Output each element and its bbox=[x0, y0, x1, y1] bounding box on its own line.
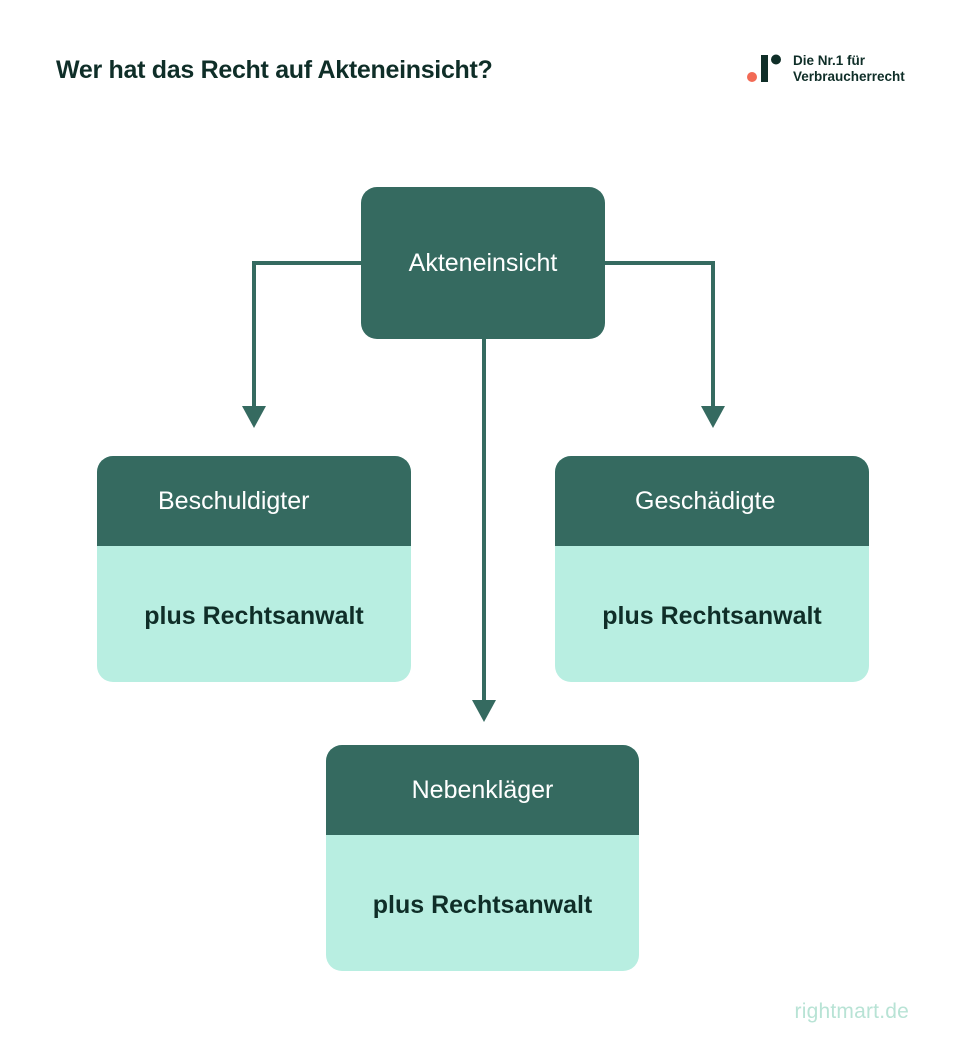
node-detail: plus Rechtsanwalt bbox=[602, 601, 822, 630]
node-title: Geschädigte bbox=[635, 486, 776, 515]
arrowhead-right-icon bbox=[701, 406, 725, 428]
node-beschuldigter bbox=[97, 456, 411, 682]
logo-tagline-line-1: Die Nr.1 für bbox=[793, 53, 866, 68]
node-header bbox=[326, 745, 639, 835]
node-body bbox=[326, 835, 639, 971]
node-nebenklaeger bbox=[326, 745, 639, 971]
arrowhead-left-icon bbox=[242, 406, 266, 428]
connector-right bbox=[604, 263, 713, 412]
node-title: Nebenkläger bbox=[411, 775, 554, 804]
node-body bbox=[555, 546, 869, 682]
root-node-label: Akteneinsicht bbox=[408, 248, 558, 277]
watermark: rightmart.de bbox=[794, 1000, 909, 1023]
node-title: Beschuldigter bbox=[158, 486, 310, 515]
connector-left bbox=[254, 263, 362, 412]
node-header bbox=[555, 456, 869, 546]
node-header bbox=[97, 456, 411, 546]
node-body bbox=[97, 546, 411, 682]
arrowhead-center-icon bbox=[472, 700, 496, 722]
page-title: Wer hat das Recht auf Akteneinsicht? bbox=[56, 56, 493, 84]
logo-tagline-line-2: Verbraucherrecht bbox=[793, 69, 905, 84]
node-detail: plus Rechtsanwalt bbox=[372, 890, 593, 919]
node-geschaedigte bbox=[555, 456, 869, 682]
node-detail: plus Rechtsanwalt bbox=[144, 601, 364, 630]
root-node bbox=[361, 187, 605, 339]
